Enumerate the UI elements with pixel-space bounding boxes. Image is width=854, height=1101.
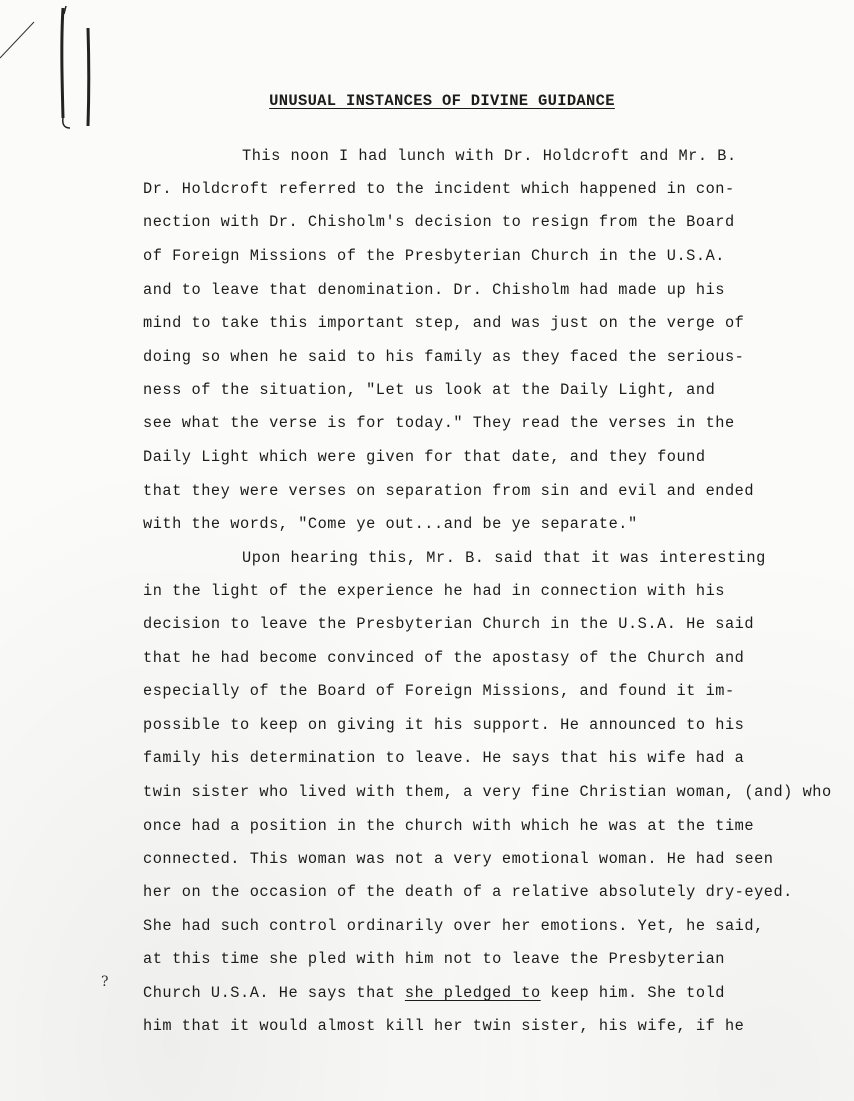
body-line: especially of the Board of Foreign Missions, and found it im-: [143, 682, 735, 700]
body-line: decision to leave the Presbyterian Church in the U.S.A. He said: [143, 615, 755, 633]
body-line: twin sister who lived with them, a very fine Christian woman, (and) who: [143, 783, 832, 801]
body-line: doing so when he said to his family as they faced the serious-: [143, 348, 745, 366]
body-line: Upon hearing this, Mr. B. said that it was interesting: [242, 549, 766, 567]
body-line: of Foreign Missions of the Presbyterian Church in the U.S.A.: [143, 247, 725, 265]
body-line: ness of the situation, "Let us look at the Daily Light, and: [143, 381, 716, 399]
body-line: that he had become convinced of the apostasy of the Church and: [143, 649, 745, 667]
body-line: with the words, "Come ye out...and be ye separate.": [143, 515, 638, 533]
margin-question-mark: ?: [101, 974, 109, 990]
binder-clip-mark: [0, 0, 100, 140]
page-title: UNUSUAL INSTANCES OF DIVINE GUIDANCE: [269, 92, 615, 110]
body-line-with-underline: [143, 983, 725, 1003]
body-line: him that it would almost kill her twin sister, his wife, if he: [143, 1017, 745, 1035]
body-line: possible to keep on giving it his support. He announced to his: [143, 716, 745, 734]
body-line: in the light of the experience he had in connection with his: [143, 582, 725, 600]
body-line: family his determination to leave. He says that his wife had a: [143, 749, 745, 767]
body-line: see what the verse is for today." They read the verses in the: [143, 414, 735, 432]
underlined-phrase: she pledged to: [404, 984, 541, 1002]
body-line: at this time she pled with him not to leave the Presbyterian: [143, 950, 725, 968]
body-line: This noon I had lunch with Dr. Holdcroft and Mr. B.: [242, 147, 737, 165]
line-start: Church U.S.A. He says that: [143, 984, 405, 1002]
body-line: once had a position in the church with which he was at the time: [143, 817, 755, 835]
body-line: and to leave that denomination. Dr. Chisholm had made up his: [143, 281, 725, 299]
line-end: keep him. She told: [540, 984, 725, 1002]
body-line: connected. This woman was not a very emotional woman. He had seen: [143, 850, 774, 868]
body-line: her on the occasion of the death of a relative absolutely dry-eyed.: [143, 883, 793, 901]
body-line: Daily Light which were given for that date, and they found: [143, 448, 706, 466]
body-line: mind to take this important step, and was just on the verge of: [143, 314, 745, 332]
body-line: She had such control ordinarily over her emotions. Yet, he said,: [143, 917, 764, 935]
body-line: Dr. Holdcroft referred to the incident which happened in con-: [143, 180, 735, 198]
body-line: nection with Dr. Chisholm's decision to resign from the Board: [143, 213, 735, 231]
body-line: that they were verses on separation from sin and evil and ended: [143, 482, 755, 500]
